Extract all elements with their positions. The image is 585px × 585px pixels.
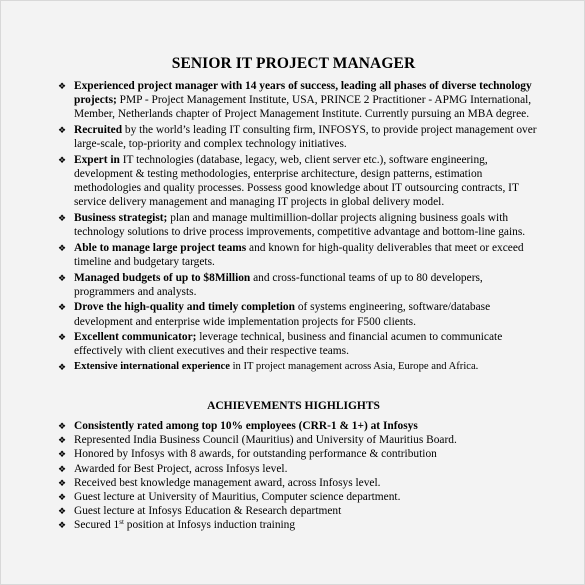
list-item: ❖ Recruited by the world’s leading IT consulting firm, INFOSYS, to provide project management over large-scale, top-priority and complex technology initiatives. (58, 124, 537, 151)
list-item: ❖ Guest lecture at University of Mauritius, Computer science department. (58, 491, 401, 504)
list-item: ❖ Able to manage large project teams and known for high-quality deliverables that meet or exceed timeline and budgetary targets. (58, 241, 524, 268)
list-item: ❖ Excellent communicator; leverage technical, business and financial acumen to communicate effectively with client executives and their respective teams. (58, 331, 503, 358)
diamond-bullet-icon: ❖ (58, 213, 67, 223)
diamond-bullet-icon: ❖ (58, 154, 67, 165)
diamond-bullet-icon: ❖ (58, 520, 67, 531)
diamond-bullet-icon: ❖ (58, 492, 67, 503)
list-item: ❖ Secured 1st position at Infosys induction training (58, 518, 296, 532)
diamond-bullet-icon: ❖ (58, 125, 67, 135)
diamond-bullet-icon: ❖ (58, 81, 67, 91)
diamond-bullet-icon: ❖ (58, 435, 67, 446)
list-item: ❖ Represented India Business Council (Mauritius) and University of Mauritius Board. (58, 434, 457, 447)
list-item: ❖ Drove the high-quality and timely completion of systems engineering, software/database development and enterprise wide implementation projects for F500 clients. (58, 301, 491, 328)
diamond-bullet-icon: ❖ (58, 506, 67, 517)
diamond-bullet-icon: ❖ (58, 242, 67, 253)
diamond-bullet-icon: ❖ (58, 302, 67, 313)
list-item: ❖ Honored by Infosys with 8 awards, for outstanding performance & contribution (58, 448, 437, 461)
list-item: ❖ Managed budgets of up to $8Million and cross-functional teams of up to 80 developers, programmers and analysts. (58, 271, 483, 298)
diamond-bullet-icon: ❖ (58, 332, 67, 343)
diamond-bullet-icon: ❖ (58, 421, 67, 431)
list-item: ❖ Extensive international experience in IT project management across Asia, Europe and Africa. (58, 360, 538, 374)
list-item: ❖ Business strategist; plan and manage multimillion-dollar projects aligning business goals with technology solutions to drive process improvements, competitive advantage and bottom-line gains. (58, 212, 526, 239)
diamond-bullet-icon: ❖ (58, 477, 67, 488)
diamond-bullet-icon: ❖ (58, 361, 67, 372)
list-item: ❖ Guest lecture at Infosys Education & Research department (58, 505, 342, 518)
list-item: ❖ Received best knowledge management award, across Infosys level. (58, 476, 381, 489)
summary-list (58, 79, 538, 374)
list-item: ❖ Expert in IT technologies (database, legacy, web, client server etc.), software engineering, development & testing methodologies, enterprise architecture, design patterns, estimation methodologies and quality processes. Possess good knowledge about IT outsourcing contracts, IT service delivery management and managing IT projects in global delivery model. (58, 153, 519, 209)
list-item: ❖ Experienced project manager with 14 years of success, leading all phases of diverse technology projects; PMP - Project Management Institute, USA, PRINCE 2 Practitioner - APMG International, Member, Netherlands chapter of Project Management Institute. Currently pursuing an MBA degree. (58, 80, 532, 121)
achievements-list (58, 419, 538, 533)
list-item: ❖ Awarded for Best Project, across Infosys level. (58, 462, 288, 475)
diamond-bullet-icon: ❖ (58, 449, 67, 460)
page-title: SENIOR IT PROJECT MANAGER (171, 55, 416, 72)
diamond-bullet-icon: ❖ (58, 272, 67, 283)
diamond-bullet-icon: ❖ (58, 463, 67, 474)
list-item: ❖ Consistently rated among top 10% employees (CRR-1 & 1+) at Infosys (58, 420, 418, 432)
section-heading: ACHIEVEMENTS HIGHLIGHTS (207, 400, 380, 412)
